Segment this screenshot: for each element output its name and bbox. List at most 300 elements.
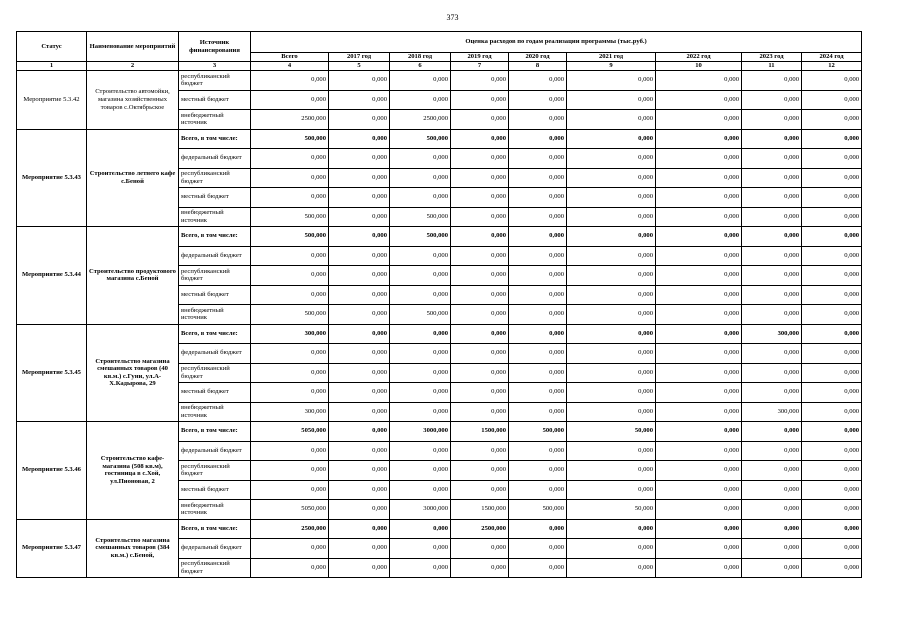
amount-cell: 0,000 <box>451 168 509 188</box>
amount-cell: 0,000 <box>656 558 742 578</box>
funding-source: местный бюджет <box>179 188 251 208</box>
amount-cell: 0,000 <box>567 539 656 559</box>
amount-cell: 0,000 <box>451 324 509 344</box>
header-year: 2022 год <box>656 53 742 62</box>
amount-cell: 0,000 <box>451 558 509 578</box>
amount-cell: 500,000 <box>390 207 451 227</box>
amount-cell: 0,000 <box>742 519 802 539</box>
amount-cell: 500,000 <box>390 129 451 149</box>
amount-cell: 0,000 <box>390 324 451 344</box>
amount-cell: 5050,000 <box>251 500 329 520</box>
header-col-number: 1 <box>17 62 87 71</box>
header-col-number: 11 <box>742 62 802 71</box>
amount-cell: 0,000 <box>802 558 862 578</box>
amount-cell: 0,000 <box>451 539 509 559</box>
amount-cell: 0,000 <box>509 149 567 169</box>
amount-cell: 0,000 <box>802 90 862 110</box>
amount-cell: 0,000 <box>802 285 862 305</box>
amount-cell: 0,000 <box>329 227 390 247</box>
amount-cell: 0,000 <box>802 324 862 344</box>
amount-cell: 0,000 <box>329 71 390 91</box>
amount-cell: 0,000 <box>742 246 802 266</box>
amount-cell: 0,000 <box>567 129 656 149</box>
amount-cell: 0,000 <box>742 363 802 383</box>
amount-cell: 0,000 <box>656 539 742 559</box>
amount-cell: 1500,000 <box>451 500 509 520</box>
amount-cell: 0,000 <box>251 71 329 91</box>
amount-cell: 0,000 <box>451 441 509 461</box>
amount-cell: 0,000 <box>656 305 742 325</box>
amount-cell: 0,000 <box>390 402 451 422</box>
amount-cell: 3000,000 <box>390 422 451 442</box>
amount-cell: 0,000 <box>451 149 509 169</box>
amount-cell: 500,000 <box>509 500 567 520</box>
amount-cell: 0,000 <box>329 383 390 403</box>
funding-source: федеральный бюджет <box>179 539 251 559</box>
amount-cell: 0,000 <box>509 402 567 422</box>
header-col-number: 2 <box>87 62 179 71</box>
amount-cell: 0,000 <box>742 207 802 227</box>
amount-cell: 0,000 <box>390 246 451 266</box>
amount-cell: 0,000 <box>251 363 329 383</box>
amount-cell: 0,000 <box>329 539 390 559</box>
amount-cell: 0,000 <box>329 207 390 227</box>
amount-cell: 2500,000 <box>390 110 451 130</box>
event-name: Строительство продуктового магазина с.Беной <box>87 227 179 325</box>
amount-cell: 500,000 <box>390 305 451 325</box>
amount-cell: 0,000 <box>567 227 656 247</box>
header-col-number: 5 <box>329 62 390 71</box>
header-year: 2020 год <box>509 53 567 62</box>
amount-cell: 0,000 <box>329 344 390 364</box>
amount-cell: 0,000 <box>390 344 451 364</box>
amount-cell: 0,000 <box>509 246 567 266</box>
amount-cell: 300,000 <box>251 402 329 422</box>
amount-cell: 0,000 <box>251 188 329 208</box>
amount-cell: 0,000 <box>656 422 742 442</box>
amount-cell: 0,000 <box>742 305 802 325</box>
amount-cell: 0,000 <box>329 363 390 383</box>
amount-cell: 0,000 <box>802 110 862 130</box>
amount-cell: 0,000 <box>451 402 509 422</box>
amount-cell: 0,000 <box>251 383 329 403</box>
amount-cell: 0,000 <box>251 149 329 169</box>
amount-cell: 0,000 <box>742 422 802 442</box>
amount-cell: 0,000 <box>329 519 390 539</box>
amount-cell: 500,000 <box>390 227 451 247</box>
amount-cell: 0,000 <box>802 344 862 364</box>
amount-cell: 0,000 <box>656 344 742 364</box>
amount-cell: 0,000 <box>509 441 567 461</box>
amount-cell: 0,000 <box>509 363 567 383</box>
amount-cell: 0,000 <box>567 149 656 169</box>
event-status: Мероприятие 5.3.46 <box>17 422 87 520</box>
amount-cell: 0,000 <box>567 324 656 344</box>
amount-cell: 0,000 <box>329 285 390 305</box>
budget-table <box>16 31 862 578</box>
amount-cell: 0,000 <box>451 480 509 500</box>
amount-cell: 0,000 <box>329 461 390 481</box>
amount-cell: 0,000 <box>802 441 862 461</box>
amount-cell: 0,000 <box>329 90 390 110</box>
amount-cell: 3000,000 <box>390 500 451 520</box>
amount-cell: 0,000 <box>656 480 742 500</box>
amount-cell: 0,000 <box>802 149 862 169</box>
amount-cell: 0,000 <box>509 461 567 481</box>
amount-cell: 50,000 <box>567 500 656 520</box>
amount-cell: 0,000 <box>509 285 567 305</box>
amount-cell: 0,000 <box>742 129 802 149</box>
amount-cell: 0,000 <box>802 71 862 91</box>
header-col-number: 10 <box>656 62 742 71</box>
amount-cell: 0,000 <box>567 519 656 539</box>
amount-cell: 0,000 <box>329 129 390 149</box>
amount-cell: 0,000 <box>390 461 451 481</box>
amount-cell: 0,000 <box>567 246 656 266</box>
amount-cell: 0,000 <box>567 558 656 578</box>
funding-source: федеральный бюджет <box>179 344 251 364</box>
amount-cell: 0,000 <box>567 480 656 500</box>
amount-cell: 0,000 <box>802 539 862 559</box>
funding-source: республиканский бюджет <box>179 71 251 91</box>
header-status: Статус <box>17 32 87 62</box>
amount-cell: 0,000 <box>329 402 390 422</box>
funding-source: федеральный бюджет <box>179 149 251 169</box>
amount-cell: 0,000 <box>509 519 567 539</box>
amount-cell: 0,000 <box>390 285 451 305</box>
amount-cell: 0,000 <box>656 246 742 266</box>
amount-cell: 0,000 <box>509 188 567 208</box>
funding-source: внебюджетный источник <box>179 207 251 227</box>
amount-cell: 0,000 <box>329 422 390 442</box>
amount-cell: 0,000 <box>656 285 742 305</box>
amount-cell: 0,000 <box>251 90 329 110</box>
header-year: 2024 год <box>802 53 862 62</box>
amount-cell: 0,000 <box>742 383 802 403</box>
amount-cell: 300,000 <box>742 324 802 344</box>
amount-cell: 0,000 <box>802 266 862 286</box>
amount-cell: 0,000 <box>451 227 509 247</box>
amount-cell: 0,000 <box>802 519 862 539</box>
header-col-number: 8 <box>509 62 567 71</box>
amount-cell: 0,000 <box>742 188 802 208</box>
amount-cell: 0,000 <box>567 266 656 286</box>
amount-cell: 0,000 <box>390 441 451 461</box>
header-year: 2023 год <box>742 53 802 62</box>
amount-cell: 0,000 <box>742 266 802 286</box>
table-row <box>17 129 862 149</box>
amount-cell: 0,000 <box>656 500 742 520</box>
amount-cell: 0,000 <box>742 480 802 500</box>
amount-cell: 0,000 <box>509 305 567 325</box>
amount-cell: 0,000 <box>742 558 802 578</box>
amount-cell: 0,000 <box>329 480 390 500</box>
amount-cell: 0,000 <box>451 71 509 91</box>
amount-cell: 0,000 <box>451 305 509 325</box>
amount-cell: 0,000 <box>656 461 742 481</box>
funding-source: местный бюджет <box>179 383 251 403</box>
amount-cell: 0,000 <box>742 149 802 169</box>
amount-cell: 0,000 <box>656 402 742 422</box>
amount-cell: 0,000 <box>567 383 656 403</box>
amount-cell: 0,000 <box>390 90 451 110</box>
amount-cell: 0,000 <box>390 363 451 383</box>
amount-cell: 0,000 <box>656 519 742 539</box>
amount-cell: 0,000 <box>742 500 802 520</box>
amount-cell: 0,000 <box>509 90 567 110</box>
amount-cell: 0,000 <box>509 480 567 500</box>
amount-cell: 0,000 <box>802 422 862 442</box>
amount-cell: 0,000 <box>509 227 567 247</box>
event-name: Строительство кафе-магазина (508 кв.м), гостиница в с.Хой, ул.Пионовая, 2 <box>87 422 179 520</box>
amount-cell: 0,000 <box>802 305 862 325</box>
amount-cell: 0,000 <box>802 363 862 383</box>
amount-cell: 0,000 <box>509 383 567 403</box>
amount-cell: 0,000 <box>656 168 742 188</box>
amount-cell: 0,000 <box>451 266 509 286</box>
funding-source: внебюджетный источник <box>179 110 251 130</box>
amount-cell: 0,000 <box>251 246 329 266</box>
amount-cell: 300,000 <box>742 402 802 422</box>
amount-cell: 0,000 <box>567 285 656 305</box>
amount-cell: 0,000 <box>802 207 862 227</box>
amount-cell: 0,000 <box>329 324 390 344</box>
event-name: Строительство магазина смешанных товаров (384 кв.м.) с.Беной, <box>87 519 179 578</box>
amount-cell: 0,000 <box>329 110 390 130</box>
amount-cell: 0,000 <box>390 383 451 403</box>
table-row <box>17 71 862 91</box>
amount-cell: 0,000 <box>329 266 390 286</box>
amount-cell: 0,000 <box>802 188 862 208</box>
funding-source: Всего, в том числе: <box>179 519 251 539</box>
event-status: Мероприятие 5.3.43 <box>17 129 87 227</box>
amount-cell: 0,000 <box>251 441 329 461</box>
amount-cell: 0,000 <box>451 246 509 266</box>
amount-cell: 0,000 <box>742 461 802 481</box>
header-year: 2017 год <box>329 53 390 62</box>
table-row <box>17 422 862 442</box>
amount-cell: 0,000 <box>656 227 742 247</box>
funding-source: местный бюджет <box>179 285 251 305</box>
amount-cell: 0,000 <box>509 558 567 578</box>
amount-cell: 0,000 <box>390 519 451 539</box>
event-name: Строительство магазина смешанных товаров (40 кв.м.) с.Гуни, ул.А-Х.Кадырова, 29 <box>87 324 179 422</box>
amount-cell: 0,000 <box>567 363 656 383</box>
amount-cell: 1500,000 <box>451 422 509 442</box>
page-number: 373 <box>446 13 459 22</box>
amount-cell: 2500,000 <box>251 519 329 539</box>
amount-cell: 0,000 <box>509 110 567 130</box>
amount-cell: 0,000 <box>451 461 509 481</box>
amount-cell: 500,000 <box>251 129 329 149</box>
amount-cell: 0,000 <box>656 363 742 383</box>
amount-cell: 0,000 <box>509 129 567 149</box>
amount-cell: 50,000 <box>567 422 656 442</box>
amount-cell: 0,000 <box>656 188 742 208</box>
amount-cell: 0,000 <box>509 207 567 227</box>
amount-cell: 0,000 <box>742 90 802 110</box>
funding-source: федеральный бюджет <box>179 246 251 266</box>
amount-cell: 500,000 <box>251 305 329 325</box>
amount-cell: 0,000 <box>567 441 656 461</box>
amount-cell: 0,000 <box>390 149 451 169</box>
amount-cell: 0,000 <box>451 207 509 227</box>
amount-cell: 0,000 <box>329 558 390 578</box>
amount-cell: 0,000 <box>567 168 656 188</box>
amount-cell: 0,000 <box>742 168 802 188</box>
amount-cell: 0,000 <box>742 71 802 91</box>
amount-cell: 0,000 <box>451 110 509 130</box>
amount-cell: 0,000 <box>567 110 656 130</box>
amount-cell: 0,000 <box>802 402 862 422</box>
amount-cell: 2500,000 <box>451 519 509 539</box>
funding-source: республиканский бюджет <box>179 363 251 383</box>
amount-cell: 0,000 <box>656 383 742 403</box>
amount-cell: 0,000 <box>656 71 742 91</box>
amount-cell: 0,000 <box>656 90 742 110</box>
funding-source: внебюджетный источник <box>179 500 251 520</box>
header-col-number: 9 <box>567 62 656 71</box>
amount-cell: 0,000 <box>656 110 742 130</box>
amount-cell: 0,000 <box>251 266 329 286</box>
header-col-number: 7 <box>451 62 509 71</box>
amount-cell: 0,000 <box>802 500 862 520</box>
amount-cell: 2500,000 <box>251 110 329 130</box>
table-row <box>17 519 862 539</box>
amount-cell: 0,000 <box>802 246 862 266</box>
funding-source: Всего, в том числе: <box>179 324 251 344</box>
amount-cell: 0,000 <box>509 168 567 188</box>
amount-cell: 0,000 <box>802 461 862 481</box>
amount-cell: 0,000 <box>742 441 802 461</box>
funding-source: республиканский бюджет <box>179 461 251 481</box>
funding-source: федеральный бюджет <box>179 441 251 461</box>
amount-cell: 0,000 <box>451 285 509 305</box>
amount-cell: 0,000 <box>742 285 802 305</box>
amount-cell: 0,000 <box>251 168 329 188</box>
event-status: Мероприятие 5.3.45 <box>17 324 87 422</box>
amount-cell: 0,000 <box>509 324 567 344</box>
funding-source: Всего, в том числе: <box>179 129 251 149</box>
amount-cell: 0,000 <box>567 90 656 110</box>
funding-source: Всего, в том числе: <box>179 422 251 442</box>
funding-source: местный бюджет <box>179 90 251 110</box>
event-name: Строительство летнего кафе с.Беной <box>87 129 179 227</box>
amount-cell: 0,000 <box>251 285 329 305</box>
amount-cell: 0,000 <box>742 110 802 130</box>
funding-source: республиканский бюджет <box>179 168 251 188</box>
amount-cell: 0,000 <box>390 71 451 91</box>
amount-cell: 0,000 <box>567 71 656 91</box>
header-year: 2018 год <box>390 53 451 62</box>
amount-cell: 500,000 <box>251 207 329 227</box>
amount-cell: 0,000 <box>451 383 509 403</box>
amount-cell: 0,000 <box>329 149 390 169</box>
amount-cell: 0,000 <box>390 188 451 208</box>
amount-cell: 0,000 <box>656 324 742 344</box>
amount-cell: 0,000 <box>251 480 329 500</box>
amount-cell: 0,000 <box>329 246 390 266</box>
amount-cell: 0,000 <box>509 539 567 559</box>
amount-cell: 300,000 <box>251 324 329 344</box>
amount-cell: 0,000 <box>656 129 742 149</box>
amount-cell: 0,000 <box>451 129 509 149</box>
amount-cell: 0,000 <box>390 266 451 286</box>
amount-cell: 0,000 <box>656 266 742 286</box>
amount-cell: 0,000 <box>567 402 656 422</box>
event-name: Строительство автомойки, магазина хозяйственных товаров с.Октябрьское <box>87 71 179 130</box>
amount-cell: 0,000 <box>656 149 742 169</box>
event-status: Мероприятие 5.3.47 <box>17 519 87 578</box>
amount-cell: 0,000 <box>390 539 451 559</box>
table-row <box>17 227 862 247</box>
header-year: 2019 год <box>451 53 509 62</box>
amount-cell: 0,000 <box>656 207 742 227</box>
amount-cell: 0,000 <box>802 227 862 247</box>
amount-cell: 0,000 <box>451 90 509 110</box>
funding-source: местный бюджет <box>179 480 251 500</box>
amount-cell: 500,000 <box>251 227 329 247</box>
funding-source: республиканский бюджет <box>179 266 251 286</box>
amount-cell: 0,000 <box>802 480 862 500</box>
amount-cell: 0,000 <box>451 344 509 364</box>
amount-cell: 0,000 <box>329 188 390 208</box>
header-year: 2021 год <box>567 53 656 62</box>
amount-cell: 0,000 <box>390 168 451 188</box>
header-col-number: 6 <box>390 62 451 71</box>
amount-cell: 0,000 <box>567 207 656 227</box>
funding-source: республиканский бюджет <box>179 558 251 578</box>
table-row <box>17 324 862 344</box>
amount-cell: 0,000 <box>251 558 329 578</box>
header-col-number: 3 <box>179 62 251 71</box>
amount-cell: 0,000 <box>802 168 862 188</box>
header-year: Всего <box>251 53 329 62</box>
amount-cell: 0,000 <box>509 344 567 364</box>
amount-cell: 0,000 <box>390 480 451 500</box>
amount-cell: 0,000 <box>390 558 451 578</box>
amount-cell: 0,000 <box>567 461 656 481</box>
amount-cell: 0,000 <box>451 363 509 383</box>
amount-cell: 0,000 <box>742 227 802 247</box>
amount-cell: 0,000 <box>251 461 329 481</box>
amount-cell: 0,000 <box>251 344 329 364</box>
funding-source: внебюджетный источник <box>179 402 251 422</box>
amount-cell: 0,000 <box>742 539 802 559</box>
funding-source: внебюджетный источник <box>179 305 251 325</box>
header-source: Источник финансирования <box>179 32 251 62</box>
header-name: Наименование мероприятий <box>87 32 179 62</box>
amount-cell: 0,000 <box>329 441 390 461</box>
amount-cell: 0,000 <box>251 539 329 559</box>
amount-cell: 5050,000 <box>251 422 329 442</box>
header-col-number: 4 <box>251 62 329 71</box>
event-status: Мероприятие 5.3.42 <box>17 71 87 130</box>
amount-cell: 0,000 <box>656 441 742 461</box>
header-col-number: 12 <box>802 62 862 71</box>
amount-cell: 0,000 <box>567 344 656 364</box>
amount-cell: 0,000 <box>567 188 656 208</box>
amount-cell: 0,000 <box>451 188 509 208</box>
header-estimate: Оценка расходов по годам реализации программы (тыс.руб.) <box>251 32 862 53</box>
amount-cell: 0,000 <box>509 266 567 286</box>
event-status: Мероприятие 5.3.44 <box>17 227 87 325</box>
amount-cell: 500,000 <box>509 422 567 442</box>
amount-cell: 0,000 <box>742 344 802 364</box>
funding-source: Всего, в том числе: <box>179 227 251 247</box>
amount-cell: 0,000 <box>329 168 390 188</box>
amount-cell: 0,000 <box>329 305 390 325</box>
